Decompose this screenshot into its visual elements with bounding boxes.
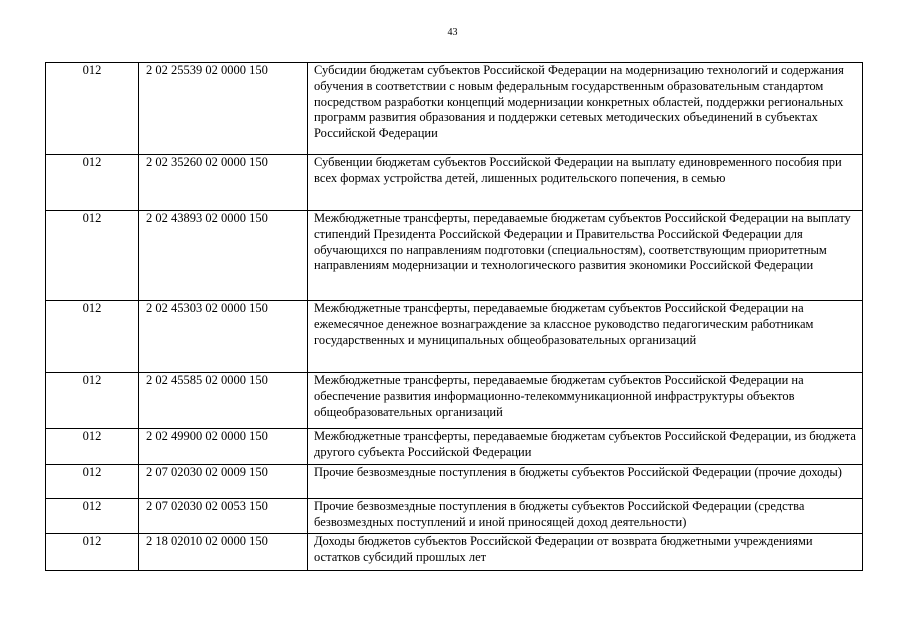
table-row — [46, 155, 863, 211]
revenue-name-cell: Межбюджетные трансферты, передаваемые бюджетам субъектов Российской Федерации, из бюджета другого субъекта Российской Федерации — [308, 429, 863, 465]
admin-code-cell: 012 — [46, 155, 139, 211]
table-row — [46, 301, 863, 373]
budget-classification-code-cell: 2 02 45585 02 0000 150 — [139, 373, 308, 429]
table-row — [46, 211, 863, 301]
table-row — [46, 63, 863, 155]
admin-code-cell: 012 — [46, 465, 139, 499]
admin-code-cell: 012 — [46, 429, 139, 465]
table-row — [46, 534, 863, 571]
budget-classification-code-cell: 2 02 45303 02 0000 150 — [139, 301, 308, 373]
admin-code-cell: 012 — [46, 534, 139, 571]
revenue-name-cell: Субвенции бюджетам субъектов Российской Федерации на выплату единовременного пособия при всех формах устройства детей, лишенных родительского попечения, в семью — [308, 155, 863, 211]
budget-classification-code-cell: 2 02 43893 02 0000 150 — [139, 211, 308, 301]
budget-classification-code-cell: 2 18 02010 02 0000 150 — [139, 534, 308, 571]
budget-revenue-table — [45, 62, 863, 571]
budget-classification-code-cell: 2 02 49900 02 0000 150 — [139, 429, 308, 465]
revenue-name-cell: Межбюджетные трансферты, передаваемые бюджетам субъектов Российской Федерации на выплату стипендий Президента Российской Федерации и Правительства Российской Федерации для обучающихся по направлениям подготовки (специальностям), соответствующим приоритетным направлениям модернизации и технологического развития экономики Российской Федерации — [308, 211, 863, 301]
budget-classification-code-cell: 2 07 02030 02 0009 150 — [139, 465, 308, 499]
revenue-name-cell: Прочие безвозмездные поступления в бюджеты субъектов Российской Федерации (средства безвозмездных поступлений и иной приносящей доход деятельности) — [308, 499, 863, 534]
admin-code-cell: 012 — [46, 63, 139, 155]
revenue-name-cell: Субсидии бюджетам субъектов Российской Федерации на модернизацию технологий и содержания обучения в соответствии с новым федеральным государственным образовательным стандартом посредством разработки концепций модернизации конкретных областей, поддержки региональных программ развития образования и поддержки сетевых методических объединений в субъектах Российской Федерации — [308, 63, 863, 155]
revenue-name-cell: Межбюджетные трансферты, передаваемые бюджетам субъектов Российской Федерации на ежемесячное денежное вознаграждение за классное руководство педагогическим работникам государственных и муниципальных общеобразовательных организаций — [308, 301, 863, 373]
budget-classification-code-cell: 2 02 35260 02 0000 150 — [139, 155, 308, 211]
budget-classification-code-cell: 2 02 25539 02 0000 150 — [139, 63, 308, 155]
admin-code-cell: 012 — [46, 373, 139, 429]
page-number: 43 — [447, 27, 458, 38]
revenue-name-cell: Прочие безвозмездные поступления в бюджеты субъектов Российской Федерации (прочие доходы) — [308, 465, 863, 499]
admin-code-cell: 012 — [46, 301, 139, 373]
table-row — [46, 465, 863, 499]
revenue-name-cell: Доходы бюджетов субъектов Российской Федерации от возврата бюджетными учреждениями остатков субсидий прошлых лет — [308, 534, 863, 571]
revenue-name-cell: Межбюджетные трансферты, передаваемые бюджетам субъектов Российской Федерации на обеспечение развития информационно-телекоммуникационной инфраструктуры объектов общеобразовательных организаций — [308, 373, 863, 429]
table-row — [46, 373, 863, 429]
budget-classification-code-cell: 2 07 02030 02 0053 150 — [139, 499, 308, 534]
table-row — [46, 429, 863, 465]
admin-code-cell: 012 — [46, 211, 139, 301]
table-row — [46, 499, 863, 534]
admin-code-cell: 012 — [46, 499, 139, 534]
